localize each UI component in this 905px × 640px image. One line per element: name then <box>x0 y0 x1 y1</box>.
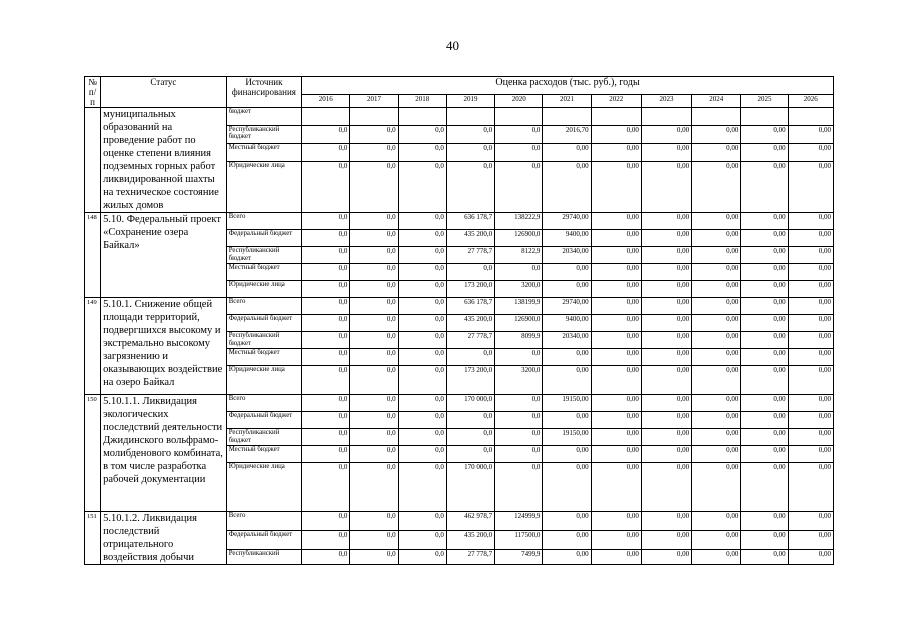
value-cell: 0,00 <box>543 463 591 512</box>
value-cell: 0,00 <box>741 281 788 298</box>
header-year: 2020 <box>495 94 543 107</box>
value-cell: 0,0 <box>350 332 398 349</box>
value-cell: 0,0 <box>350 230 398 247</box>
value-cell: 0,00 <box>788 315 833 332</box>
value-cell: 0,0 <box>350 143 398 161</box>
source-cell: Всего <box>226 298 301 315</box>
value-cell: 0,00 <box>788 143 833 161</box>
status-cell: 5.10. Федеральный проект «Сохранение озера Байкал» <box>101 213 227 298</box>
value-cell: 0,00 <box>543 366 591 395</box>
value-cell: 0,00 <box>741 143 788 161</box>
value-cell: 0,00 <box>591 332 641 349</box>
source-cell: бюджет <box>226 108 301 126</box>
value-cell: 117500,0 <box>495 531 543 550</box>
source-cell: Юридические лица <box>226 366 301 395</box>
value-cell: 0,0 <box>302 550 350 565</box>
value-cell: 0,0 <box>398 446 446 463</box>
value-cell: 0,0 <box>350 395 398 412</box>
value-cell: 0,0 <box>495 463 543 512</box>
value-cell: 0,00 <box>591 550 641 565</box>
value-cell: 0,00 <box>591 125 641 143</box>
value-cell: 0,00 <box>741 213 788 230</box>
value-cell: 0,0 <box>302 161 350 212</box>
value-cell <box>302 108 350 126</box>
source-cell: Местный бюджет <box>226 349 301 366</box>
value-cell: 0,00 <box>641 125 691 143</box>
status-cell: 5.10.1.2. Ликвидация последствий отрицательного воздействия добычи <box>101 512 227 565</box>
value-cell: 3200,0 <box>495 281 543 298</box>
value-cell: 0,0 <box>350 349 398 366</box>
value-cell: 0,00 <box>641 349 691 366</box>
value-cell: 7499,9 <box>495 550 543 565</box>
value-cell: 0,00 <box>741 412 788 429</box>
value-cell: 0,00 <box>591 395 641 412</box>
value-cell: 0,00 <box>591 412 641 429</box>
value-cell: 0,0 <box>350 315 398 332</box>
row-number: 150 <box>85 395 101 512</box>
table-row <box>85 298 834 315</box>
value-cell: 0,00 <box>788 264 833 281</box>
header-year: 2017 <box>350 94 398 107</box>
value-cell: 19150,00 <box>543 395 591 412</box>
value-cell: 0,00 <box>692 298 741 315</box>
value-cell: 0,00 <box>591 213 641 230</box>
value-cell: 9400,00 <box>543 230 591 247</box>
value-cell: 435 200,0 <box>446 315 494 332</box>
value-cell: 0,00 <box>641 395 691 412</box>
value-cell: 462 978,7 <box>446 512 494 531</box>
source-cell: Юридические лица <box>226 281 301 298</box>
row-number: 148 <box>85 213 101 298</box>
value-cell: 138199,9 <box>495 298 543 315</box>
row-number <box>85 108 101 213</box>
value-cell: 0,00 <box>641 531 691 550</box>
value-cell: 0,00 <box>641 213 691 230</box>
value-cell: 0,00 <box>741 315 788 332</box>
value-cell: 0,00 <box>788 298 833 315</box>
header-year: 2021 <box>543 94 591 107</box>
value-cell: 0,0 <box>398 213 446 230</box>
value-cell: 0,00 <box>788 161 833 212</box>
header-year: 2022 <box>591 94 641 107</box>
value-cell: 0,00 <box>692 125 741 143</box>
status-cell: 5.10.1. Снижение общей площади территорий, подвергшихся высокому и экстремально высокому загрязнению и оказывающих воздействие на озеро Байкал <box>101 298 227 395</box>
page-number: 40 <box>446 38 459 53</box>
value-cell: 124999,9 <box>495 512 543 531</box>
table-body <box>85 108 834 565</box>
value-cell: 173 200,0 <box>446 366 494 395</box>
value-cell: 0,00 <box>591 143 641 161</box>
value-cell: 0,0 <box>350 281 398 298</box>
value-cell: 0,00 <box>591 230 641 247</box>
value-cell: 0,0 <box>398 161 446 212</box>
value-cell: 0,00 <box>741 429 788 446</box>
value-cell: 0,0 <box>398 366 446 395</box>
value-cell: 0,0 <box>398 247 446 264</box>
value-cell: 0,0 <box>495 125 543 143</box>
value-cell <box>692 108 741 126</box>
header-year: 2016 <box>302 94 350 107</box>
value-cell: 0,0 <box>302 125 350 143</box>
value-cell: 0,00 <box>741 349 788 366</box>
value-cell: 0,00 <box>692 512 741 531</box>
value-cell: 0,00 <box>788 531 833 550</box>
value-cell: 0,00 <box>543 143 591 161</box>
header-num: № п/п <box>85 77 101 108</box>
value-cell: 0,0 <box>495 264 543 281</box>
value-cell: 0,00 <box>591 281 641 298</box>
value-cell: 0,00 <box>692 366 741 395</box>
value-cell: 170 000,0 <box>446 395 494 412</box>
value-cell: 0,00 <box>641 315 691 332</box>
source-cell: Местный бюджет <box>226 446 301 463</box>
value-cell: 27 778,7 <box>446 550 494 565</box>
value-cell: 0,00 <box>591 531 641 550</box>
value-cell: 0,00 <box>741 332 788 349</box>
value-cell: 0,00 <box>543 412 591 429</box>
source-cell: Республиканский бюджет <box>226 429 301 446</box>
value-cell: 0,0 <box>398 315 446 332</box>
value-cell: 0,00 <box>543 161 591 212</box>
value-cell: 0,00 <box>591 349 641 366</box>
value-cell: 0,0 <box>398 125 446 143</box>
value-cell: 0,00 <box>641 281 691 298</box>
header-year: 2019 <box>446 94 494 107</box>
value-cell: 29740,00 <box>543 213 591 230</box>
header-year: 2018 <box>398 94 446 107</box>
source-cell: Юридические лица <box>226 463 301 512</box>
header-year: 2024 <box>692 94 741 107</box>
value-cell: 0,00 <box>788 213 833 230</box>
value-cell: 0,0 <box>350 531 398 550</box>
header-status: Статус <box>101 77 227 108</box>
value-cell: 0,0 <box>398 395 446 412</box>
value-cell: 435 200,0 <box>446 230 494 247</box>
value-cell: 0,0 <box>495 161 543 212</box>
value-cell: 19150,00 <box>543 429 591 446</box>
value-cell: 0,0 <box>350 247 398 264</box>
value-cell: 0,00 <box>788 512 833 531</box>
value-cell: 0,00 <box>692 463 741 512</box>
value-cell: 0,0 <box>398 349 446 366</box>
source-cell: Федеральный бюджет <box>226 315 301 332</box>
row-number: 151 <box>85 512 101 565</box>
value-cell: 0,00 <box>788 412 833 429</box>
value-cell: 0,0 <box>302 463 350 512</box>
value-cell: 0,0 <box>446 161 494 212</box>
value-cell: 170 000,0 <box>446 463 494 512</box>
value-cell: 0,00 <box>788 463 833 512</box>
value-cell: 0,00 <box>741 125 788 143</box>
value-cell: 0,00 <box>788 446 833 463</box>
source-cell: Федеральный бюджет <box>226 531 301 550</box>
value-cell <box>446 108 494 126</box>
value-cell: 0,0 <box>302 446 350 463</box>
value-cell: 0,00 <box>641 463 691 512</box>
value-cell: 0,0 <box>495 429 543 446</box>
value-cell: 0,00 <box>692 349 741 366</box>
value-cell: 0,0 <box>302 264 350 281</box>
value-cell: 126900,0 <box>495 315 543 332</box>
value-cell: 0,00 <box>741 161 788 212</box>
value-cell: 0,00 <box>641 247 691 264</box>
value-cell: 0,00 <box>788 395 833 412</box>
value-cell: 636 178,7 <box>446 298 494 315</box>
value-cell: 435 200,0 <box>446 531 494 550</box>
value-cell: 0,00 <box>741 247 788 264</box>
value-cell: 0,00 <box>641 446 691 463</box>
value-cell: 0,0 <box>302 395 350 412</box>
value-cell <box>591 108 641 126</box>
value-cell: 0,0 <box>350 412 398 429</box>
value-cell: 126900,0 <box>495 230 543 247</box>
value-cell: 0,00 <box>741 298 788 315</box>
value-cell: 0,0 <box>350 366 398 395</box>
value-cell: 0,00 <box>692 429 741 446</box>
value-cell: 3200,0 <box>495 366 543 395</box>
value-cell: 0,00 <box>788 429 833 446</box>
value-cell: 0,00 <box>692 230 741 247</box>
value-cell: 0,00 <box>641 550 691 565</box>
value-cell: 27 778,7 <box>446 247 494 264</box>
value-cell: 0,0 <box>446 143 494 161</box>
value-cell: 0,00 <box>641 512 691 531</box>
table-row <box>85 512 834 531</box>
value-cell: 9400,00 <box>543 315 591 332</box>
value-cell: 0,00 <box>543 550 591 565</box>
value-cell: 0,0 <box>495 446 543 463</box>
value-cell: 0,00 <box>692 550 741 565</box>
value-cell: 0,0 <box>350 298 398 315</box>
value-cell: 0,0 <box>495 143 543 161</box>
value-cell: 0,0 <box>350 213 398 230</box>
value-cell: 0,0 <box>350 512 398 531</box>
value-cell: 0,00 <box>591 298 641 315</box>
value-cell: 0,0 <box>398 332 446 349</box>
source-cell: Республиканский бюджет <box>226 332 301 349</box>
value-cell: 0,0 <box>350 446 398 463</box>
value-cell <box>398 108 446 126</box>
value-cell: 0,00 <box>741 531 788 550</box>
header-estimate: Оценка расходов (тыс. руб.), годы <box>302 77 834 95</box>
value-cell: 0,00 <box>591 463 641 512</box>
header-source: Источник финансирования <box>226 77 301 108</box>
value-cell: 27 778,7 <box>446 332 494 349</box>
row-number: 149 <box>85 298 101 395</box>
value-cell: 0,00 <box>641 143 691 161</box>
value-cell: 0,0 <box>446 349 494 366</box>
value-cell: 0,0 <box>495 412 543 429</box>
value-cell: 0,0 <box>398 230 446 247</box>
value-cell <box>543 108 591 126</box>
value-cell: 0,0 <box>398 264 446 281</box>
value-cell: 0,00 <box>692 315 741 332</box>
value-cell: 2016,70 <box>543 125 591 143</box>
value-cell <box>495 108 543 126</box>
value-cell: 0,00 <box>543 531 591 550</box>
value-cell: 0,00 <box>641 366 691 395</box>
value-cell: 0,0 <box>302 281 350 298</box>
value-cell: 138222,9 <box>495 213 543 230</box>
value-cell: 0,00 <box>788 550 833 565</box>
value-cell: 0,00 <box>692 281 741 298</box>
value-cell: 0,00 <box>543 446 591 463</box>
value-cell: 0,00 <box>741 395 788 412</box>
value-cell: 0,00 <box>543 264 591 281</box>
value-cell: 0,00 <box>788 230 833 247</box>
value-cell: 0,00 <box>641 412 691 429</box>
value-cell: 0,0 <box>302 366 350 395</box>
value-cell: 0,00 <box>591 247 641 264</box>
value-cell: 0,0 <box>302 247 350 264</box>
value-cell: 0,0 <box>446 446 494 463</box>
value-cell: 0,0 <box>302 213 350 230</box>
value-cell: 8122,9 <box>495 247 543 264</box>
value-cell: 0,0 <box>495 349 543 366</box>
value-cell: 0,00 <box>591 161 641 212</box>
value-cell: 0,0 <box>446 412 494 429</box>
value-cell: 0,00 <box>641 230 691 247</box>
value-cell: 0,00 <box>741 463 788 512</box>
source-cell: Федеральный бюджет <box>226 230 301 247</box>
value-cell: 0,0 <box>302 298 350 315</box>
source-cell: Всего <box>226 512 301 531</box>
source-cell: Местный бюджет <box>226 143 301 161</box>
value-cell: 0,00 <box>788 332 833 349</box>
value-cell: 0,0 <box>302 512 350 531</box>
value-cell: 0,00 <box>788 349 833 366</box>
source-cell: Федеральный бюджет <box>226 412 301 429</box>
value-cell: 0,0 <box>350 429 398 446</box>
value-cell: 0,0 <box>350 161 398 212</box>
value-cell: 0,00 <box>741 550 788 565</box>
value-cell: 0,00 <box>591 446 641 463</box>
value-cell: 0,0 <box>398 512 446 531</box>
value-cell: 0,0 <box>398 531 446 550</box>
value-cell: 0,0 <box>398 550 446 565</box>
table-row <box>85 108 834 126</box>
source-cell: Юридические лица <box>226 161 301 212</box>
value-cell: 173 200,0 <box>446 281 494 298</box>
table-row <box>85 213 834 230</box>
value-cell: 0,0 <box>398 281 446 298</box>
value-cell: 0,0 <box>350 125 398 143</box>
value-cell: 0,00 <box>692 446 741 463</box>
source-cell: Всего <box>226 213 301 230</box>
value-cell: 20340,00 <box>543 332 591 349</box>
value-cell: 0,0 <box>398 463 446 512</box>
value-cell: 0,0 <box>398 298 446 315</box>
source-cell: Всего <box>226 395 301 412</box>
header-year: 2026 <box>788 94 833 107</box>
value-cell: 29740,00 <box>543 298 591 315</box>
value-cell: 0,00 <box>641 429 691 446</box>
value-cell: 0,0 <box>302 230 350 247</box>
value-cell: 0,00 <box>641 264 691 281</box>
source-cell: Республиканский <box>226 550 301 565</box>
value-cell: 0,0 <box>446 264 494 281</box>
source-cell: Местный бюджет <box>226 264 301 281</box>
value-cell: 0,00 <box>692 161 741 212</box>
value-cell: 0,00 <box>591 366 641 395</box>
value-cell: 0,0 <box>350 550 398 565</box>
value-cell: 0,0 <box>302 429 350 446</box>
value-cell <box>350 108 398 126</box>
value-cell: 0,00 <box>692 213 741 230</box>
value-cell: 0,00 <box>741 264 788 281</box>
value-cell: 0,00 <box>543 512 591 531</box>
value-cell: 0,0 <box>302 531 350 550</box>
value-cell: 0,0 <box>446 125 494 143</box>
value-cell: 0,00 <box>692 332 741 349</box>
value-cell: 0,00 <box>788 281 833 298</box>
value-cell: 0,00 <box>543 349 591 366</box>
budget-table <box>84 76 834 565</box>
value-cell: 0,00 <box>788 366 833 395</box>
table-row <box>85 395 834 412</box>
value-cell: 8099,9 <box>495 332 543 349</box>
value-cell: 0,00 <box>641 332 691 349</box>
value-cell: 0,00 <box>788 125 833 143</box>
status-cell: муниципальных образований на проведение работ по оценке степени влияния подземных горных работ ликвидированной шахты на техническое состояние жилых домов <box>101 108 227 213</box>
value-cell: 0,00 <box>641 298 691 315</box>
source-cell: Республиканский бюджет <box>226 125 301 143</box>
value-cell: 0,00 <box>692 143 741 161</box>
value-cell: 0,0 <box>302 412 350 429</box>
value-cell: 0,0 <box>350 463 398 512</box>
value-cell: 0,0 <box>302 143 350 161</box>
source-cell: Республиканский бюджет <box>226 247 301 264</box>
value-cell: 0,00 <box>741 512 788 531</box>
value-cell <box>788 108 833 126</box>
value-cell: 0,00 <box>692 531 741 550</box>
value-cell: 0,0 <box>350 264 398 281</box>
value-cell <box>641 108 691 126</box>
status-cell: 5.10.1.1. Ликвидация экологических последствий деятельности Джидинского вольфрамо-молибденового комбината, в том числе разработка рабочей документации <box>101 395 227 512</box>
value-cell: 20340,00 <box>543 247 591 264</box>
table-header <box>85 77 834 108</box>
value-cell: 0,00 <box>741 230 788 247</box>
value-cell: 0,0 <box>495 395 543 412</box>
value-cell: 0,00 <box>591 315 641 332</box>
value-cell: 0,00 <box>591 512 641 531</box>
value-cell: 0,00 <box>591 429 641 446</box>
value-cell: 0,00 <box>741 446 788 463</box>
value-cell: 0,00 <box>543 281 591 298</box>
value-cell: 0,00 <box>692 247 741 264</box>
value-cell: 0,0 <box>398 143 446 161</box>
value-cell: 0,0 <box>398 429 446 446</box>
value-cell: 636 178,7 <box>446 213 494 230</box>
value-cell: 0,00 <box>788 247 833 264</box>
value-cell: 0,0 <box>302 315 350 332</box>
value-cell: 0,0 <box>446 429 494 446</box>
value-cell: 0,0 <box>398 412 446 429</box>
header-year: 2023 <box>641 94 691 107</box>
value-cell: 0,00 <box>692 395 741 412</box>
header-year: 2025 <box>741 94 788 107</box>
value-cell: 0,00 <box>591 264 641 281</box>
value-cell: 0,0 <box>302 332 350 349</box>
value-cell: 0,0 <box>302 349 350 366</box>
value-cell: 0,00 <box>692 412 741 429</box>
value-cell: 0,00 <box>641 161 691 212</box>
value-cell <box>741 108 788 126</box>
value-cell: 0,00 <box>692 264 741 281</box>
value-cell: 0,00 <box>741 366 788 395</box>
